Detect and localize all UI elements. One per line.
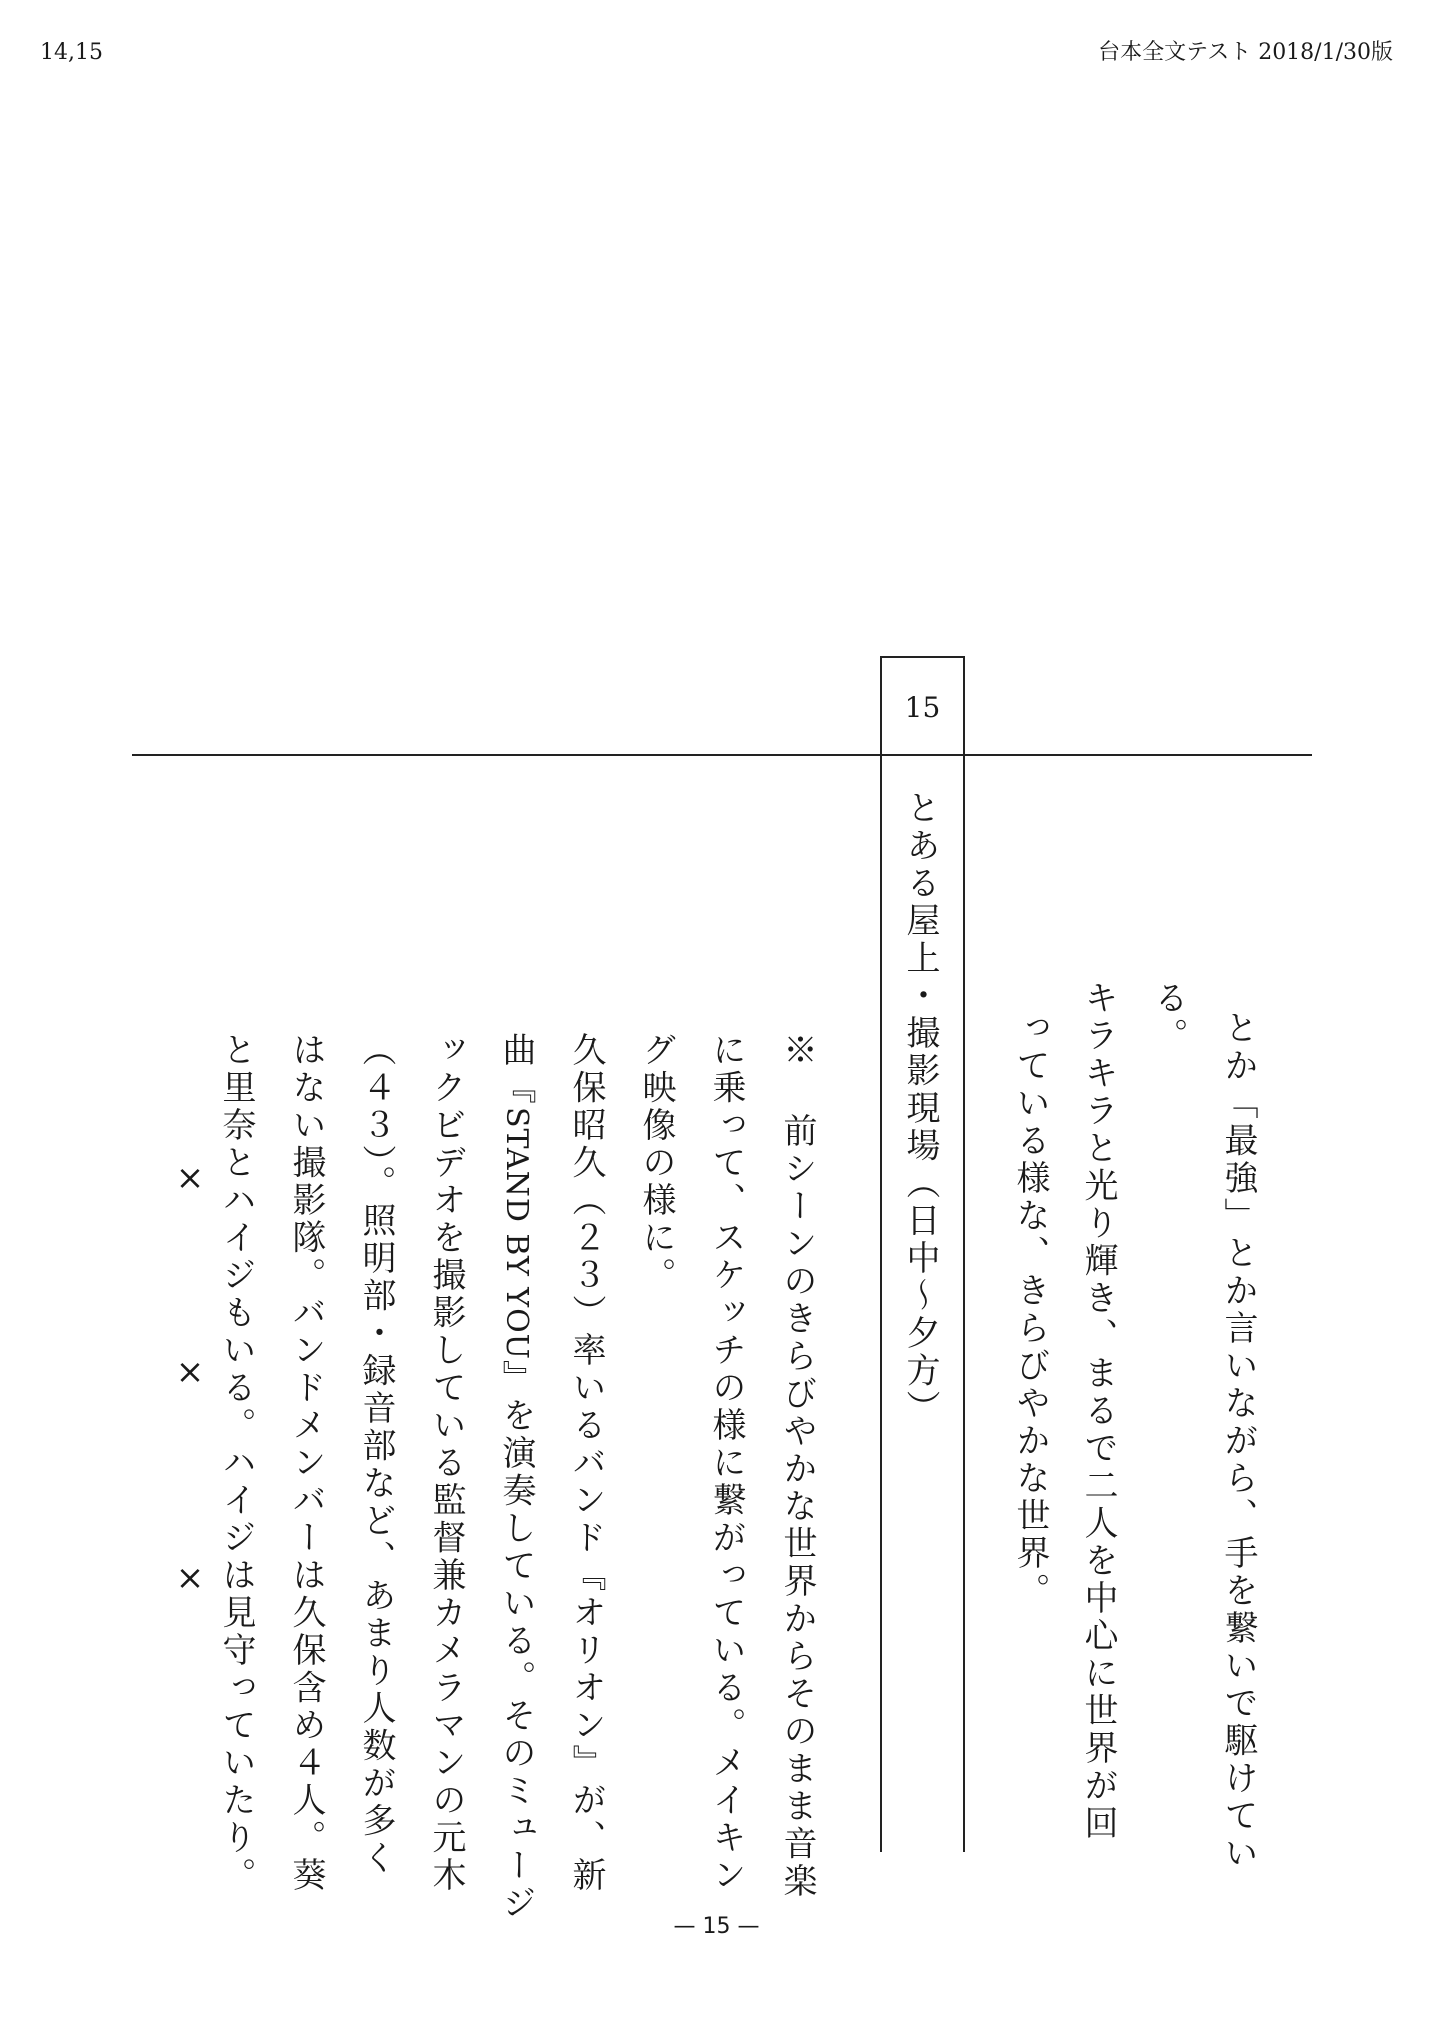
scene-box-left-rule (880, 656, 882, 1852)
prev-scene-line-1: とか「最強」とか言いながら、手を繋いで駆けてい (1218, 1010, 1258, 1873)
separator-mark-3: × (175, 1558, 205, 1598)
song-title: STAND BY YOU (499, 1107, 534, 1360)
prev-scene-line-3: キラキラと光り輝き、まるで二人を中心に世界が回 (1078, 980, 1118, 1843)
stage-direction-line-7: （４３）。照明部・録音部など、あまり人数が多く (356, 1032, 396, 1878)
document-title: 台本全文テスト 2018/1/30版 (1098, 40, 1393, 65)
scene-number: 15 (904, 691, 941, 724)
stage-direction-line-5 (494, 1032, 538, 1922)
stage-direction-line-1: ※ 前シーンのきらびやかな世界からそのまま音楽 (777, 1032, 817, 1901)
separator-mark-2: × (175, 1352, 205, 1392)
page-number: — 15 — (673, 1914, 760, 1939)
stage-direction-line-9: と里奈とハイジもいる。ハイジは見守っていたり。 (216, 1032, 256, 1895)
separator-mark-1: × (175, 1158, 205, 1198)
page-reference: 14,15 (40, 40, 103, 65)
line-5-prefix: 曲『 (496, 1032, 536, 1107)
scene-heading: とある屋上・撮影現場（日中〜夕方） (900, 790, 940, 1428)
prev-scene-line-4: っている様な、きらびやかな世界。 (1010, 1010, 1050, 1610)
stage-direction-line-6: ックビデオを撮影している監督兼カメラマンの元木 (426, 1032, 466, 1895)
horizontal-rule (132, 754, 1312, 756)
scene-box-top (880, 656, 965, 658)
prev-scene-line-2: る。 (1148, 980, 1188, 1055)
stage-direction-line-2: に乗って、スケッチの様に繋がっている。メイキン (706, 1032, 746, 1895)
stage-direction-line-3: グ映像の様に。 (636, 1032, 676, 1295)
line-5-suffix: 』を演奏している。そのミュージ (496, 1359, 536, 1923)
stage-direction-line-4: 久保昭久（２３）率いるバンド『オリオン』が、新 (566, 1032, 606, 1895)
scene-box-right-rule (963, 656, 965, 1852)
stage-direction-line-8: はない撮影隊。バンドメンバーは久保含め４人。葵 (286, 1032, 326, 1895)
